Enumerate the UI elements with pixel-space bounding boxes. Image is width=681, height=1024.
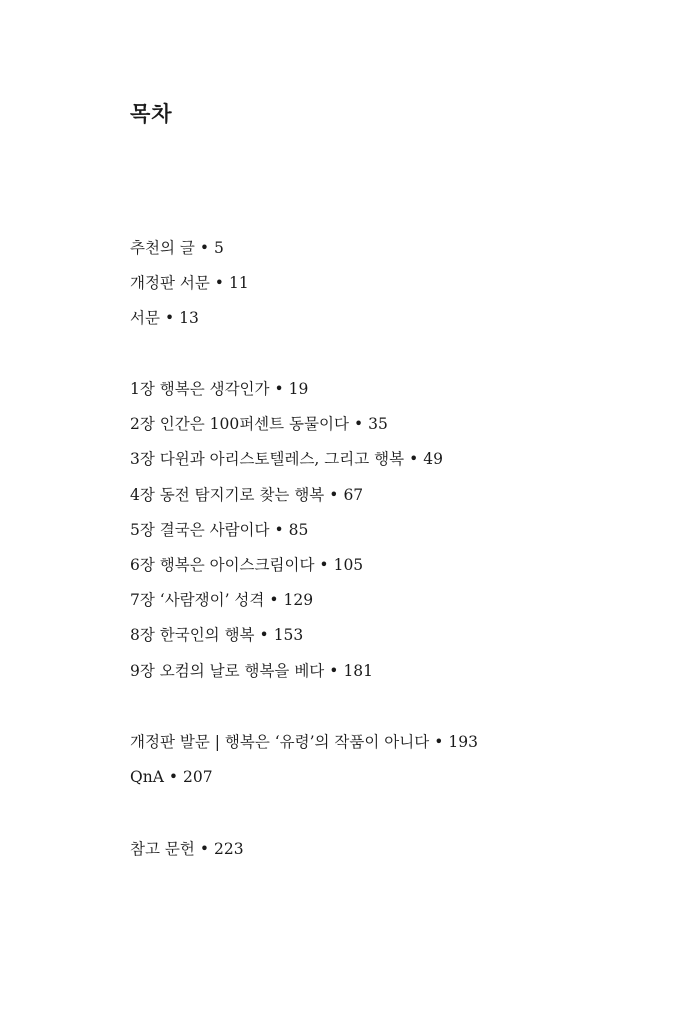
toc-entry [130, 483, 443, 518]
entry-page: 67 [343, 485, 364, 504]
entry-label: 3장 다윈과 아리스토텔레스, 그리고 행복 [130, 450, 405, 469]
entry-label: 1장 행복은 생각인가 [130, 380, 270, 398]
entry-page: 35 [368, 415, 388, 434]
toc-group-references [130, 837, 244, 872]
toc-entry [130, 730, 478, 765]
entry-page: 181 [343, 661, 374, 680]
entry-separator: • [164, 309, 175, 328]
entry-label: QnA [130, 768, 164, 787]
entry-label: 5장 결국은 사람이다 [130, 520, 270, 539]
entry-page: 153 [273, 626, 304, 645]
entry-page: 129 [283, 591, 314, 610]
entry-separator: • [168, 768, 179, 787]
entry-separator: • [319, 555, 329, 574]
entry-page: 207 [183, 768, 213, 787]
toc-entry [130, 447, 443, 482]
toc-title: 목차 [130, 102, 173, 126]
entry-label: 7장 ‘사람쟁이’ 성격 [130, 591, 265, 610]
entry-separator: • [259, 626, 269, 645]
toc-group-chapters [130, 377, 443, 694]
entry-page: 5 [213, 239, 224, 257]
entry-separator: • [434, 733, 444, 751]
toc-group-front-matter [130, 236, 249, 342]
toc-entry [130, 659, 443, 694]
entry-separator: • [274, 520, 284, 539]
toc-entry [130, 518, 443, 553]
entry-page: 11 [228, 274, 249, 293]
entry-separator: • [329, 661, 339, 680]
entry-label: 개정판 발문 | 행복은 ‘유령’의 작품이 아니다 [130, 733, 430, 751]
entry-separator: • [329, 485, 339, 504]
toc-entry [130, 623, 443, 658]
entry-page: 105 [333, 555, 364, 574]
entry-separator: • [353, 415, 364, 434]
toc-entry [130, 412, 443, 447]
toc-entry [130, 306, 249, 341]
entry-separator: • [199, 239, 209, 257]
entry-page: 85 [288, 520, 309, 539]
toc-entry [130, 377, 443, 412]
entry-label: 참고 문헌 [130, 840, 195, 858]
entry-label: 추천의 글 [130, 239, 195, 257]
entry-label: 개정판 서문 [130, 274, 210, 293]
entry-page: 49 [423, 450, 443, 469]
entry-label: 9장 오컴의 날로 행복을 베다 [130, 661, 325, 680]
entry-separator: • [409, 450, 419, 469]
entry-label: 8장 한국인의 행복 [130, 626, 255, 645]
entry-label: 4장 동전 탐지기로 찾는 행복 [130, 485, 325, 504]
entry-separator: • [269, 591, 279, 610]
toc-entry [130, 271, 249, 306]
toc-entry [130, 765, 478, 800]
entry-label: 2장 인간은 100퍼센트 동물이다 [130, 415, 349, 434]
entry-separator: • [214, 274, 224, 293]
toc-entry [130, 837, 244, 872]
entry-page: 193 [448, 733, 478, 751]
entry-label: 서문 [130, 309, 160, 328]
entry-page: 13 [179, 309, 199, 328]
toc-entry [130, 553, 443, 588]
toc-group-back-matter [130, 730, 478, 800]
entry-label: 6장 행복은 아이스크림이다 [130, 555, 315, 574]
entry-page: 223 [213, 840, 244, 858]
entry-separator: • [274, 380, 284, 398]
toc-entry [130, 588, 443, 623]
entry-page: 19 [288, 380, 309, 398]
entry-separator: • [199, 840, 209, 858]
toc-entry [130, 236, 249, 271]
